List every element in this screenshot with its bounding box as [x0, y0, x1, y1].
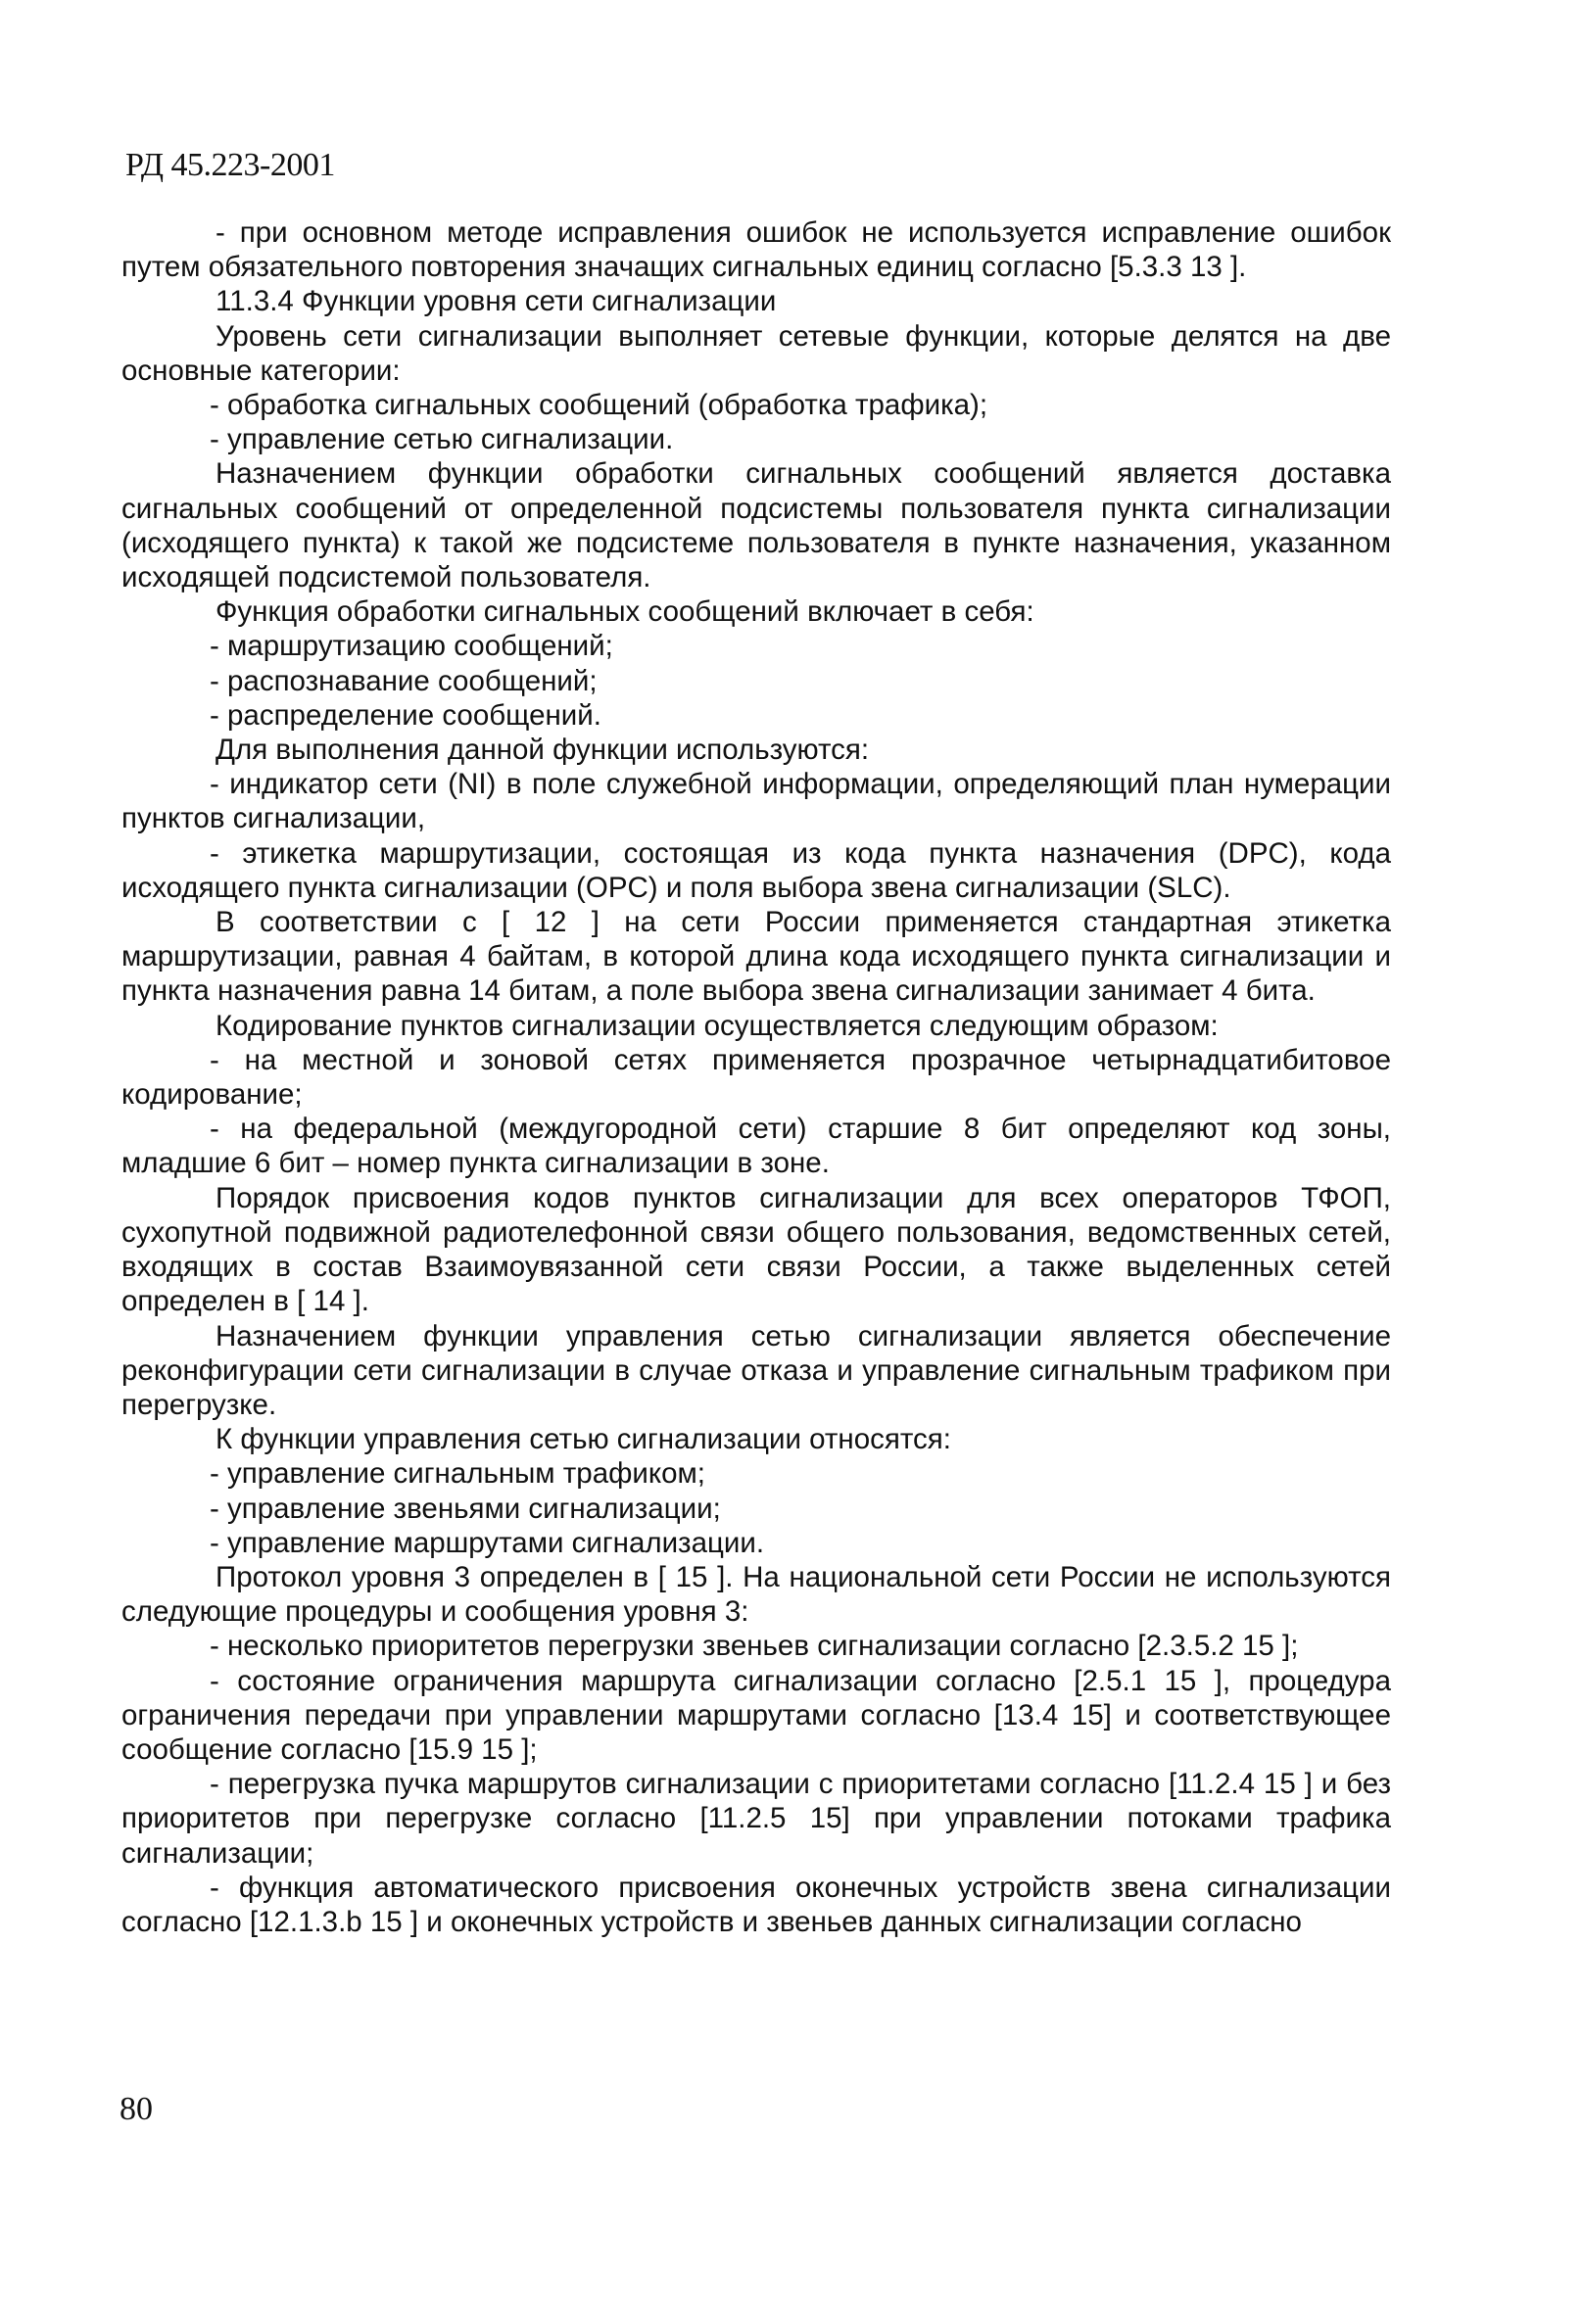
list-item-automatic-allocation: - функция автоматического присвоения оконечных устройств звена сигнализации согласно [12.1.3.b 15 ] и оконечных устройств и звеньев данных сигнализации согласно — [121, 1871, 1391, 1938]
document-body — [121, 215, 1391, 1939]
list-item-routing-label: - этикетка маршрутизации, состоящая из кода пункта назначения (DPC), кода исходящего пункта сигнализации (OPC) и поля выбора звена сигнализации (SLC). — [121, 836, 1391, 904]
paragraph-standard-label: В соответствии с [ 12 ] на сети России применяется стандартная этикетка маршрутизации, равная 4 байтам, в которой длина кода исходящего пункта сигнализации и пункта назначения равна 14 битам, а поле выбора звена сигнализации занимает 4 бита. — [121, 906, 1391, 1008]
list-item-link-management: - управление звеньями сигнализации; — [210, 1492, 721, 1525]
list-item-discrimination: - распознавание сообщений; — [210, 664, 598, 697]
list-item-distribution: - распределение сообщений. — [210, 698, 601, 732]
paragraph-code-assignment: Порядок присвоения кодов пунктов сигнализации для всех операторов ТФОП, сухопутной подвижной радиотелефонной связи общего пользования, ведомственных сетей, входящих в состав Взаимоувязанной сети связи России, а также выделенных сетей определен в [ 14 ]. — [121, 1181, 1391, 1318]
list-item-congestion-priorities: - несколько приоритетов перегрузки звеньев сигнализации согласно [2.3.5.2 15 ]; — [210, 1630, 1299, 1663]
list-item-federal-coding: - на федеральной (междугородной сети) старшие 8 бит определяют код зоны, младшие 6 бит – номер пункта сигнализации в зоне. — [121, 1113, 1391, 1180]
list-item-network-management: - управление сетью сигнализации. — [210, 423, 674, 456]
paragraph-message-handling-purpose: Назначением функции обработки сигнальных сообщений является доставка сигнальных сообщений от определенной подсистемы пользователя пункта сигнализации (исходящего пункта) к такой же подсистеме пользователя в пункте назначения, указанном исходящей подсистемой пользователя. — [121, 457, 1391, 594]
list-item-traffic-management: - управление сигнальным трафиком; — [210, 1457, 705, 1491]
paragraph-management-purpose: Назначением функции управления сетью сигнализации является обеспечение реконфигурации сети сигнализации в случае отказа и управление сигнальным трафиком при перегрузке. — [121, 1319, 1391, 1421]
list-item-route-management: - управление маршрутами сигнализации. — [210, 1526, 765, 1559]
section-heading-11-3-4: 11.3.4 Функции уровня сети сигнализации — [216, 285, 777, 318]
paragraph-message-handling-includes: Функция обработки сигнальных сообщений включает в себя: — [216, 595, 1034, 629]
page-number: 80 — [120, 2091, 153, 2127]
paragraph-used-for-function: Для выполнения данной функции используются: — [216, 734, 870, 767]
paragraph-network-level-intro: Уровень сети сигнализации выполняет сетевые функции, которые делятся на две основные категории: — [121, 319, 1391, 387]
list-item-routing: - маршрутизацию сообщений; — [210, 630, 613, 663]
paragraph-management-includes: К функции управления сетью сигнализации относятся: — [216, 1423, 951, 1456]
list-item-local-coding: - на местной и зоновой сетях применяется прозрачное четырнадцатибитовое кодирование; — [121, 1043, 1391, 1112]
document-code-header: РД 45.223-2001 — [125, 147, 335, 183]
list-item-network-indicator: - индикатор сети (NI) в поле служебной информации, определяющий план нумерации пунктов сигнализации, — [121, 768, 1391, 835]
list-item-message-handling: - обработка сигнальных сообщений (обработка трафика); — [210, 389, 988, 422]
paragraph-point-coding: Кодирование пунктов сигнализации осуществляется следующим образом: — [216, 1009, 1219, 1042]
list-item-route-set-congestion: - перегрузка пучка маршрутов сигнализации с приоритетами согласно [11.2.4 15 ] и без приоритетов при перегрузке согласно [11.2.5 15] при управлении потоками трафика сигнализации; — [121, 1768, 1391, 1870]
paragraph-level3-protocol: Протокол уровня 3 определен в [ 15 ]. На национальной сети России не используются следующие процедуры и сообщения уровня 3: — [121, 1560, 1391, 1629]
list-item-route-restriction: - состояние ограничения маршрута сигнализации согласно [2.5.1 15 ], процедура ограничения передачи при управлении маршрутами согласно [13.4 15] и соответствующее сообщение согласно [15.9 15 ]; — [121, 1664, 1391, 1766]
paragraph-error-correction: - при основном методе исправления ошибок не используется исправление ошибок путем обязательного повторения значащих сигнальных единиц согласно [5.3.3 13 ]. — [121, 216, 1391, 284]
